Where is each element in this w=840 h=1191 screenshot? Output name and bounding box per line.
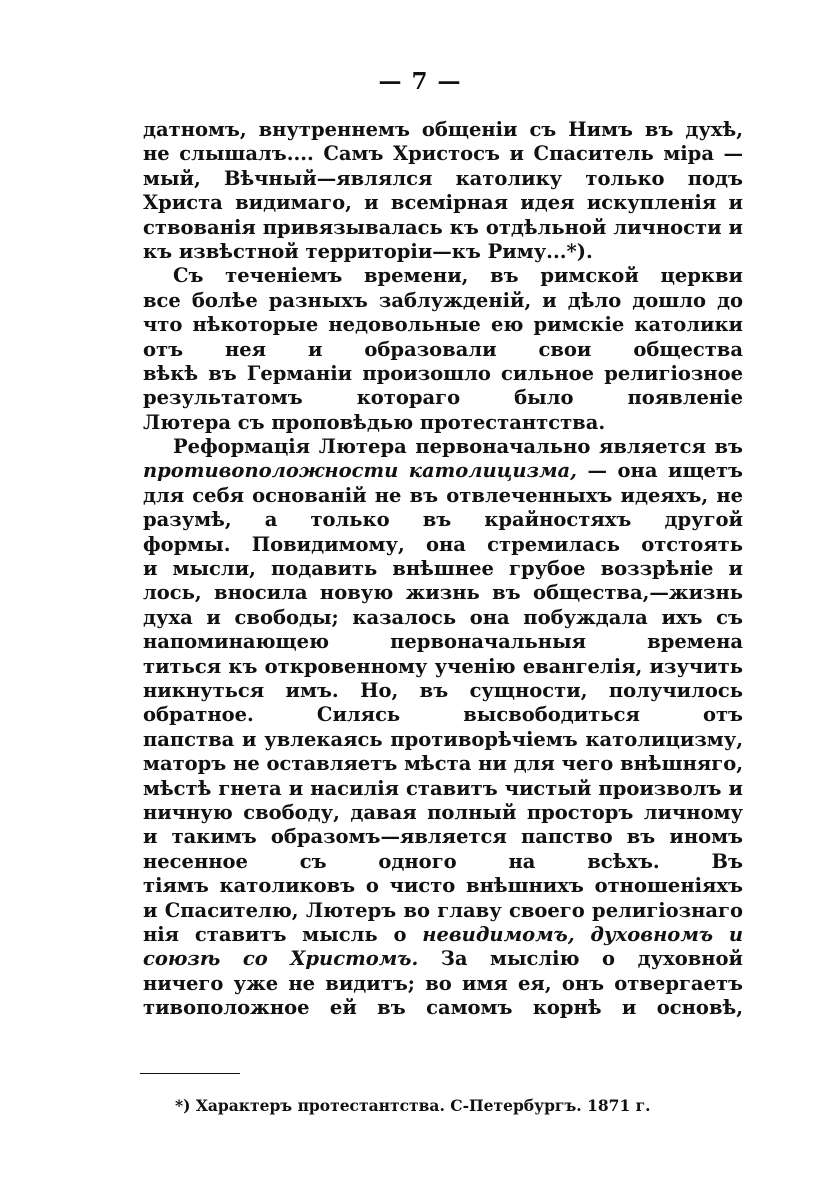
italic-phrase: невидимомъ, духовномъ и xyxy=(422,922,743,946)
text-segment: нія ставитъ мысль о xyxy=(143,922,423,946)
text-line: результатомъ котораго было появленіе xyxy=(143,386,743,410)
text-line: мѣстѣ гнета и насилія ставитъ чистый произволъ и xyxy=(143,776,743,800)
text-line: все болѣе разныхъ заблужденій, и дѣло дошло до xyxy=(143,288,743,312)
text-line: мый, Вѣчный—являлся католику только подъ xyxy=(143,166,743,190)
text-line: лось, вносила новую жизнь въ общества,—жизнь xyxy=(143,581,743,605)
text-line: для себя основаній не въ отвлеченныхъ идеяхъ, не xyxy=(143,483,743,507)
text-line: титься къ откровенному ученію евангелія, изучить xyxy=(143,654,743,678)
text-line: что нѣкоторые недовольные ею римскіе католики xyxy=(143,313,743,337)
text-line: напоминающею первоначальныя времена xyxy=(143,630,743,654)
text-line: и мысли, подавить внѣшнее грубое воззрѣніе и xyxy=(143,557,743,581)
text-line: вѣкѣ въ Германіи произошло сильное религіозное xyxy=(143,361,743,385)
text-line: обратное. Силясь высвободиться отъ xyxy=(143,703,743,727)
text-line: ствованія привязывалась къ отдѣльной личности и xyxy=(143,215,743,239)
text-line: и Спасителю, Лютеръ во главу своего религіознаго xyxy=(143,898,743,922)
text-line: духа и свободы; казалось она побуждала ихъ съ xyxy=(143,605,743,629)
text-line: Лютера съ проповѣдью протестантства. xyxy=(143,410,606,434)
text-line: Христа видимаго, и всемірная идея искупленія и xyxy=(143,191,743,215)
footnote: *) Характеръ протестантства. С-Петербургъ. 1871 г. xyxy=(175,1096,651,1115)
text-line: и такимъ образомъ—является папство въ иномъ xyxy=(143,825,743,849)
text-line: разумѣ, а только въ крайностяхъ другой xyxy=(143,508,743,532)
text-line: Реформація Лютера первоначально является въ xyxy=(173,435,743,459)
text-segment: За мыслію о духовной xyxy=(440,947,743,971)
text-line xyxy=(143,947,743,971)
italic-phrase: союзѣ со Христомъ. xyxy=(143,947,419,971)
text-line: Съ теченіемъ времени, въ римской церкви xyxy=(173,264,743,288)
body-text xyxy=(143,118,743,1020)
text-line: никнуться имъ. Но, въ сущности, получилось xyxy=(143,678,743,702)
text-line: несенное съ одного на всѣхъ. Въ xyxy=(143,849,743,873)
text-line: датномъ, внутреннемъ общеніи съ Нимъ въ духѣ, xyxy=(143,118,743,141)
text-line: тивоположное ей въ самомъ корнѣ и основѣ, xyxy=(143,996,743,1020)
text-line: къ извѣстной территоріи—къ Риму...*). xyxy=(143,239,593,263)
text-line: ничего уже не видитъ; во имя ея, онъ отвергаетъ xyxy=(143,971,743,995)
text-line: маторъ не оставляетъ мѣста ни для чего внѣшняго, xyxy=(143,752,743,776)
text-line: не слышалъ.... Самъ Христосъ и Спаситель міра — xyxy=(143,142,743,166)
text-line: ничную свободу, давая полный просторъ личному xyxy=(143,800,743,824)
text-line: тіямъ католиковъ о чисто внѣшнихъ отношеніяхъ xyxy=(143,874,743,898)
text-line: отъ нея и образовали свои общества xyxy=(143,337,743,361)
footnote-divider xyxy=(140,1073,240,1074)
text-line: формы. Повидимому, она стремилась отстоять xyxy=(143,532,743,556)
text-line: папства и увлекаясь противорѣчіемъ католицизму, xyxy=(143,727,743,751)
text-line xyxy=(143,459,743,483)
text-segment: — она ищетъ xyxy=(587,459,743,483)
page-number: — 7 — xyxy=(378,68,462,95)
italic-phrase: противоположности католицизма, xyxy=(143,459,577,483)
text-line xyxy=(143,923,743,947)
